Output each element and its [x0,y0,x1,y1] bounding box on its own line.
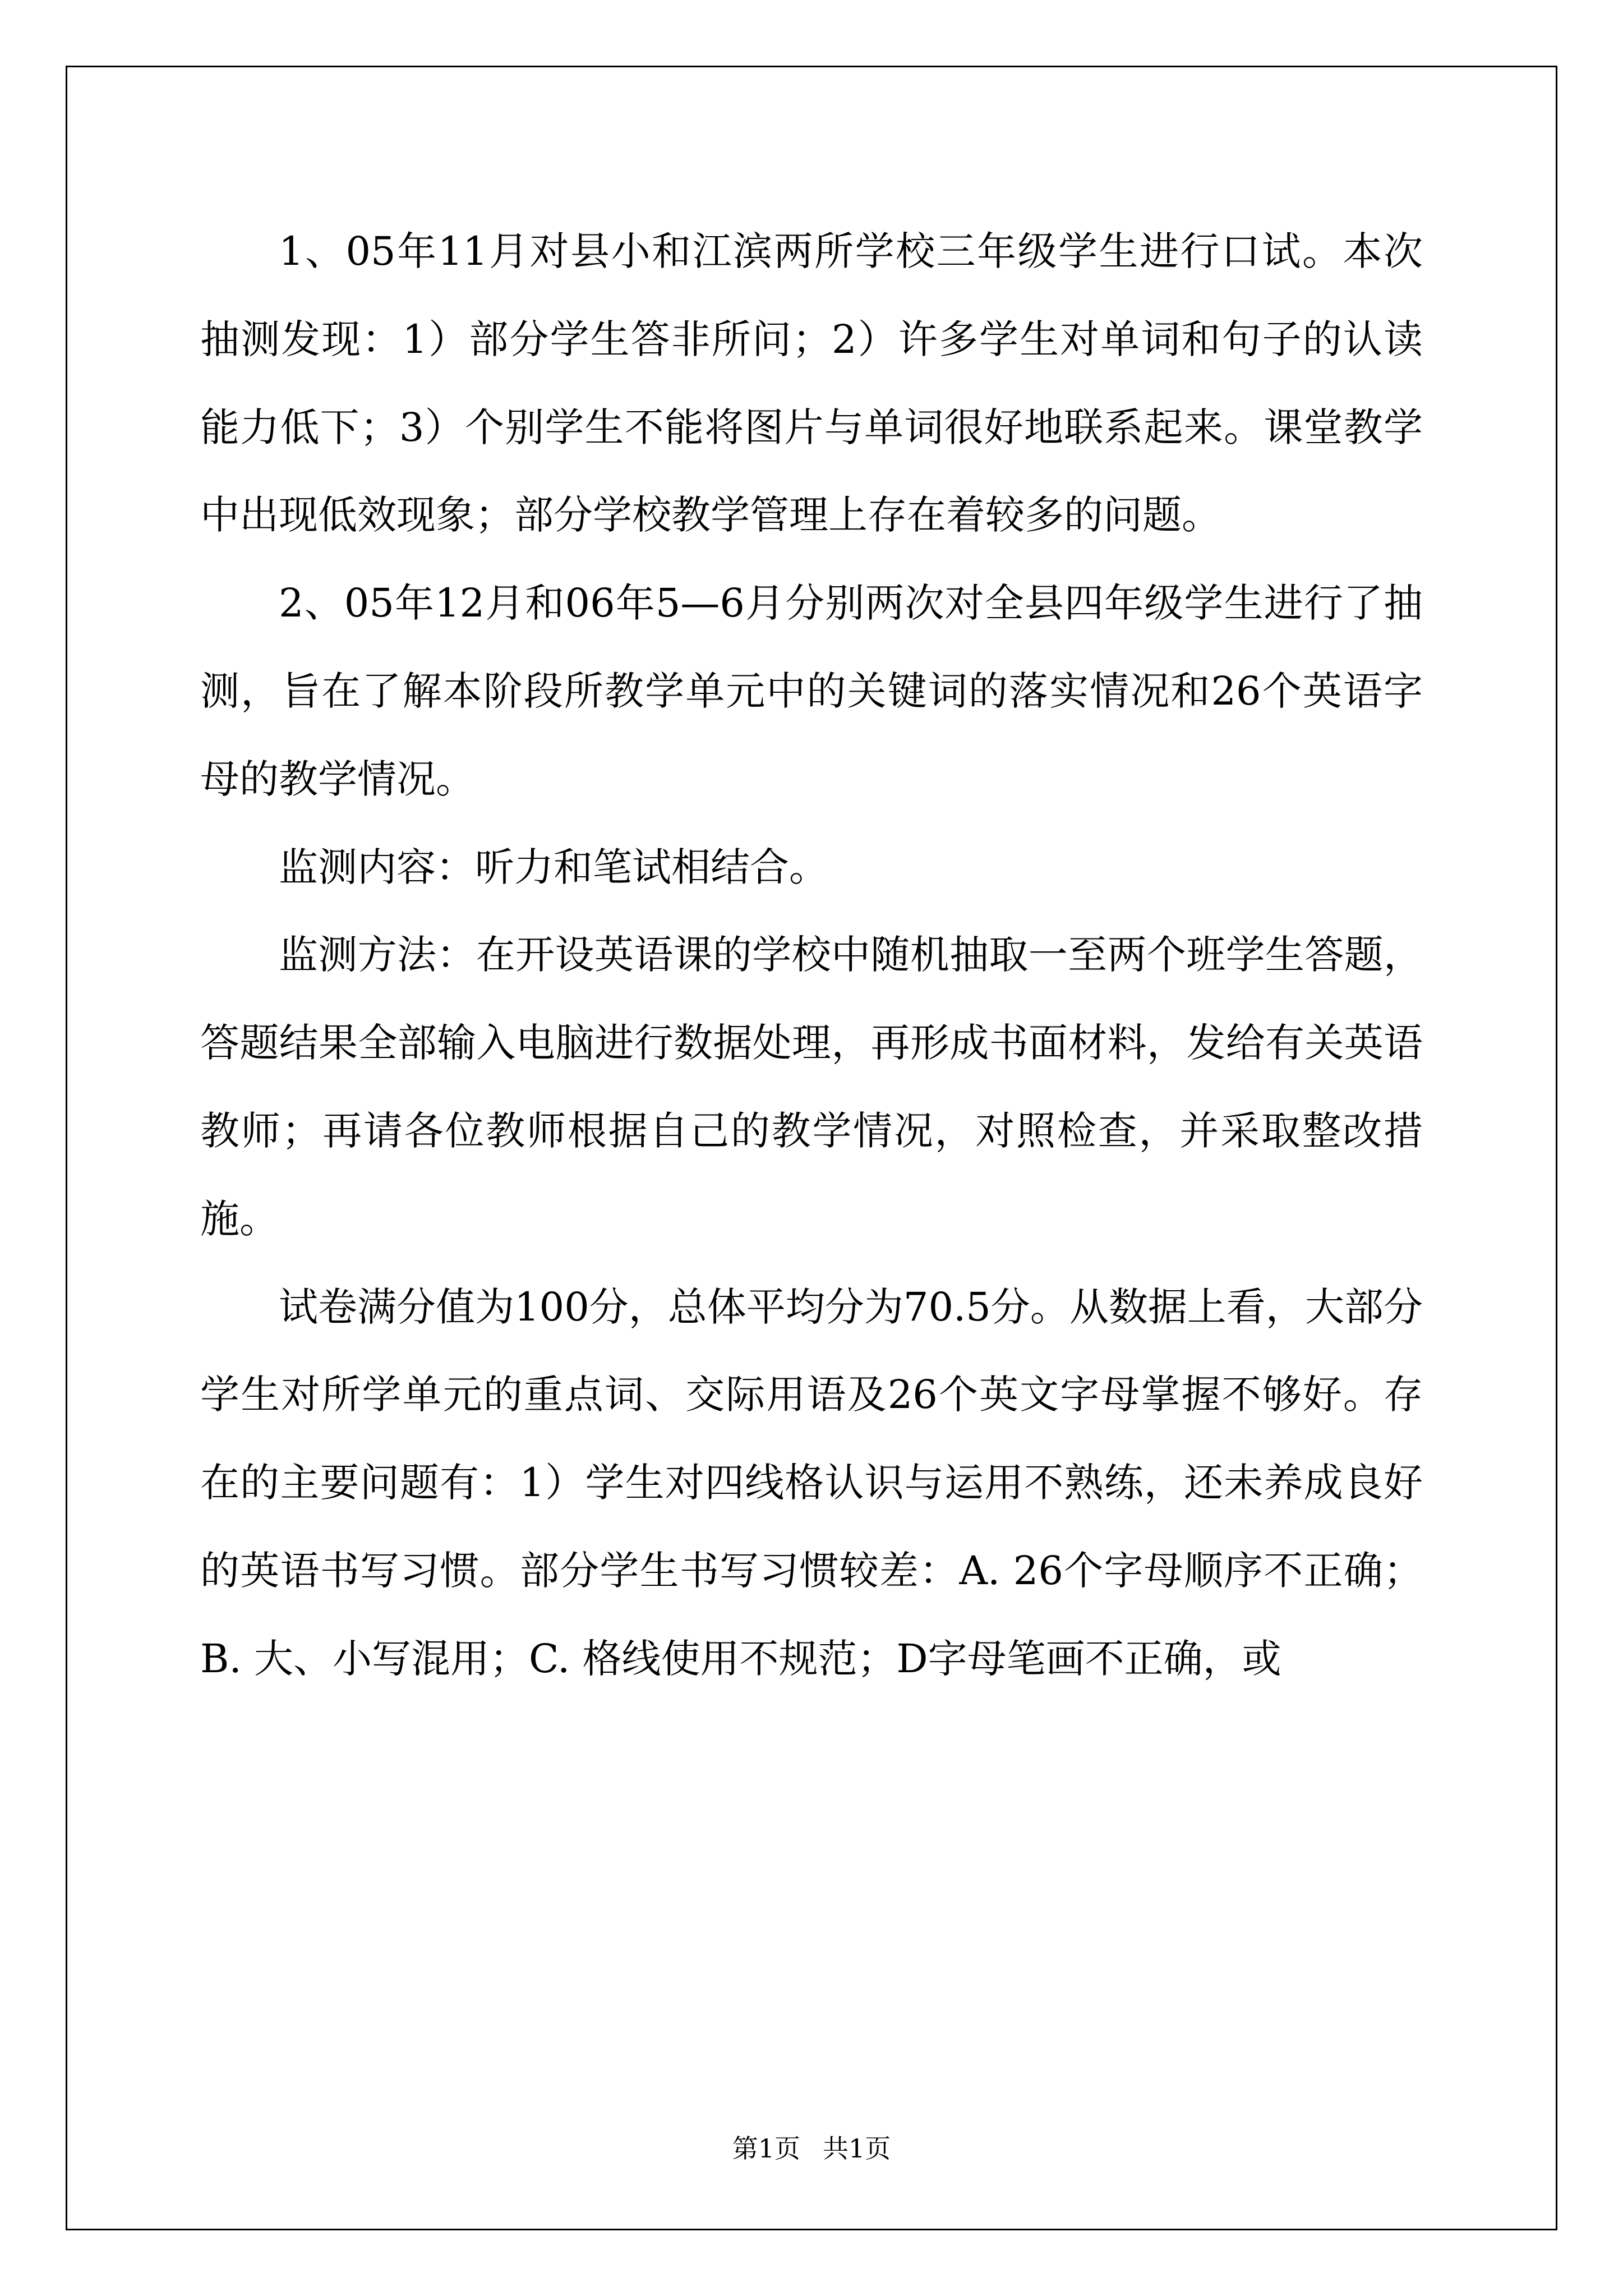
paragraph-5: 试卷满分值为100分，总体平均分为70.5分。从数据上看，大部分学生对所学单元的重点词、交际用语及26个英文字母掌握不够好。存在的主要问题有：1）学生对四线格认识与运用不熟练，还未养成良好的英语书写习惯。部分学生书写习惯较差：A. 26个字母顺序不正确；B. 大、小写混用；C. 格线使用不规范；D字母笔画不正确，或 [200,1283,1423,1682]
paragraph-3: 监测内容：听力和笔试相结合。 [279,844,828,890]
paragraph-2: 2、05年12月和06年5—6月分别两次对全县四年级学生进行了抽测，旨在了解本阶段所教学单元中的关键词的落实情况和26个英语字母的教学情况。 [200,580,1423,802]
paragraph-4: 监测方法：在开设英语课的学校中随机抽取一至两个班学生答题，答题结果全部输入电脑进行数据处理，再形成书面材料，发给有关英语教师；再请各位教师根据自己的教学情况，对照检查，并采取整改措施。 [200,932,1423,1242]
page-total: 共1页 [823,2133,891,2164]
paragraph-1: 1、05年11月对县小和江滨两所学校三年级学生进行口试。本次抽测发现：1）部分学生答非所问；2）许多学生对单词和句子的认读能力低下；3）个别学生不能将图片与单词很好地联系起来。课堂教学中出现低效现象；部分学校教学管理上存在着较多的问题。 [200,228,1423,539]
page-number: 第1页 [732,2133,800,2164]
page-footer [0,2132,1623,2165]
document-body [200,208,1423,1703]
